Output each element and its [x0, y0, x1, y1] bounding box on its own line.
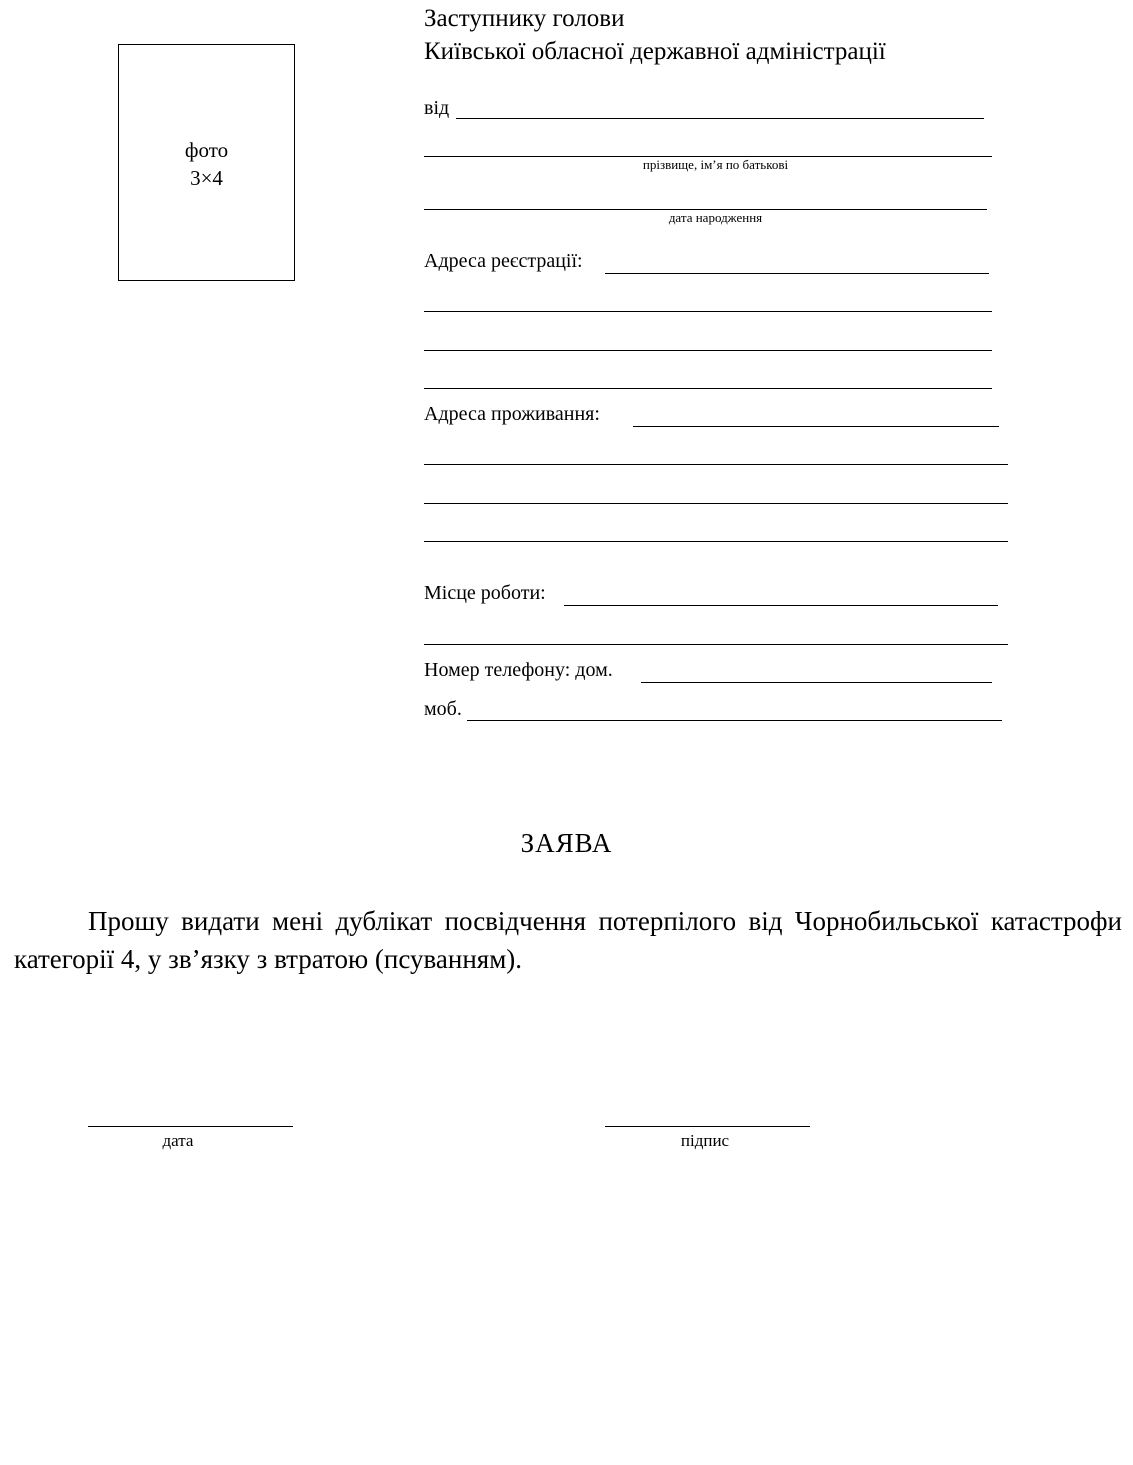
living-address-line-3[interactable] [424, 503, 1008, 504]
from-label: від [424, 97, 450, 119]
mobile-phone-field[interactable] [467, 720, 1002, 721]
birth-date-caption: дата народження [668, 210, 763, 225]
photo-label: фото [184, 138, 229, 162]
registration-address-line-4[interactable] [424, 388, 992, 389]
signature-field[interactable] [605, 1126, 810, 1127]
workplace-line-2[interactable] [424, 644, 1008, 645]
photo-size-label: 3×4 [190, 166, 223, 190]
addressee-line-1: Заступнику голови [424, 5, 625, 32]
date-caption: дата [162, 1131, 194, 1150]
workplace-label: Місце роботи: [424, 582, 546, 604]
living-address-field[interactable] [633, 426, 999, 427]
registration-address-line-2[interactable] [424, 311, 992, 312]
living-address-line-4[interactable] [424, 541, 1008, 542]
registration-address-label: Адреса реєстрації: [424, 250, 583, 272]
photo-placeholder [118, 44, 295, 281]
home-phone-field[interactable] [641, 682, 992, 683]
from-field[interactable] [456, 118, 984, 119]
application-body-text: Прошу видати мені дублікат посвідчення потерпілого від Чорнобильської катастрофи категорії 4, у зв’язку з втратою (псуванням). [14, 906, 1122, 974]
document-title: ЗАЯВА [520, 828, 613, 858]
living-address-label: Адреса проживання: [424, 403, 600, 425]
home-phone-label: Номер телефону: дом. [424, 659, 613, 681]
workplace-field[interactable] [564, 605, 998, 606]
signature-caption: підпис [680, 1131, 730, 1150]
date-signature-field[interactable] [88, 1126, 293, 1127]
full-name-caption: прізвище, ім’я по батькові [642, 157, 789, 172]
addressee-line-2: Київської обласної державної адміністрації [424, 38, 886, 65]
mobile-phone-label: моб. [424, 698, 462, 720]
registration-address-line-3[interactable] [424, 350, 992, 351]
living-address-line-2[interactable] [424, 464, 1008, 465]
registration-address-field[interactable] [605, 273, 989, 274]
